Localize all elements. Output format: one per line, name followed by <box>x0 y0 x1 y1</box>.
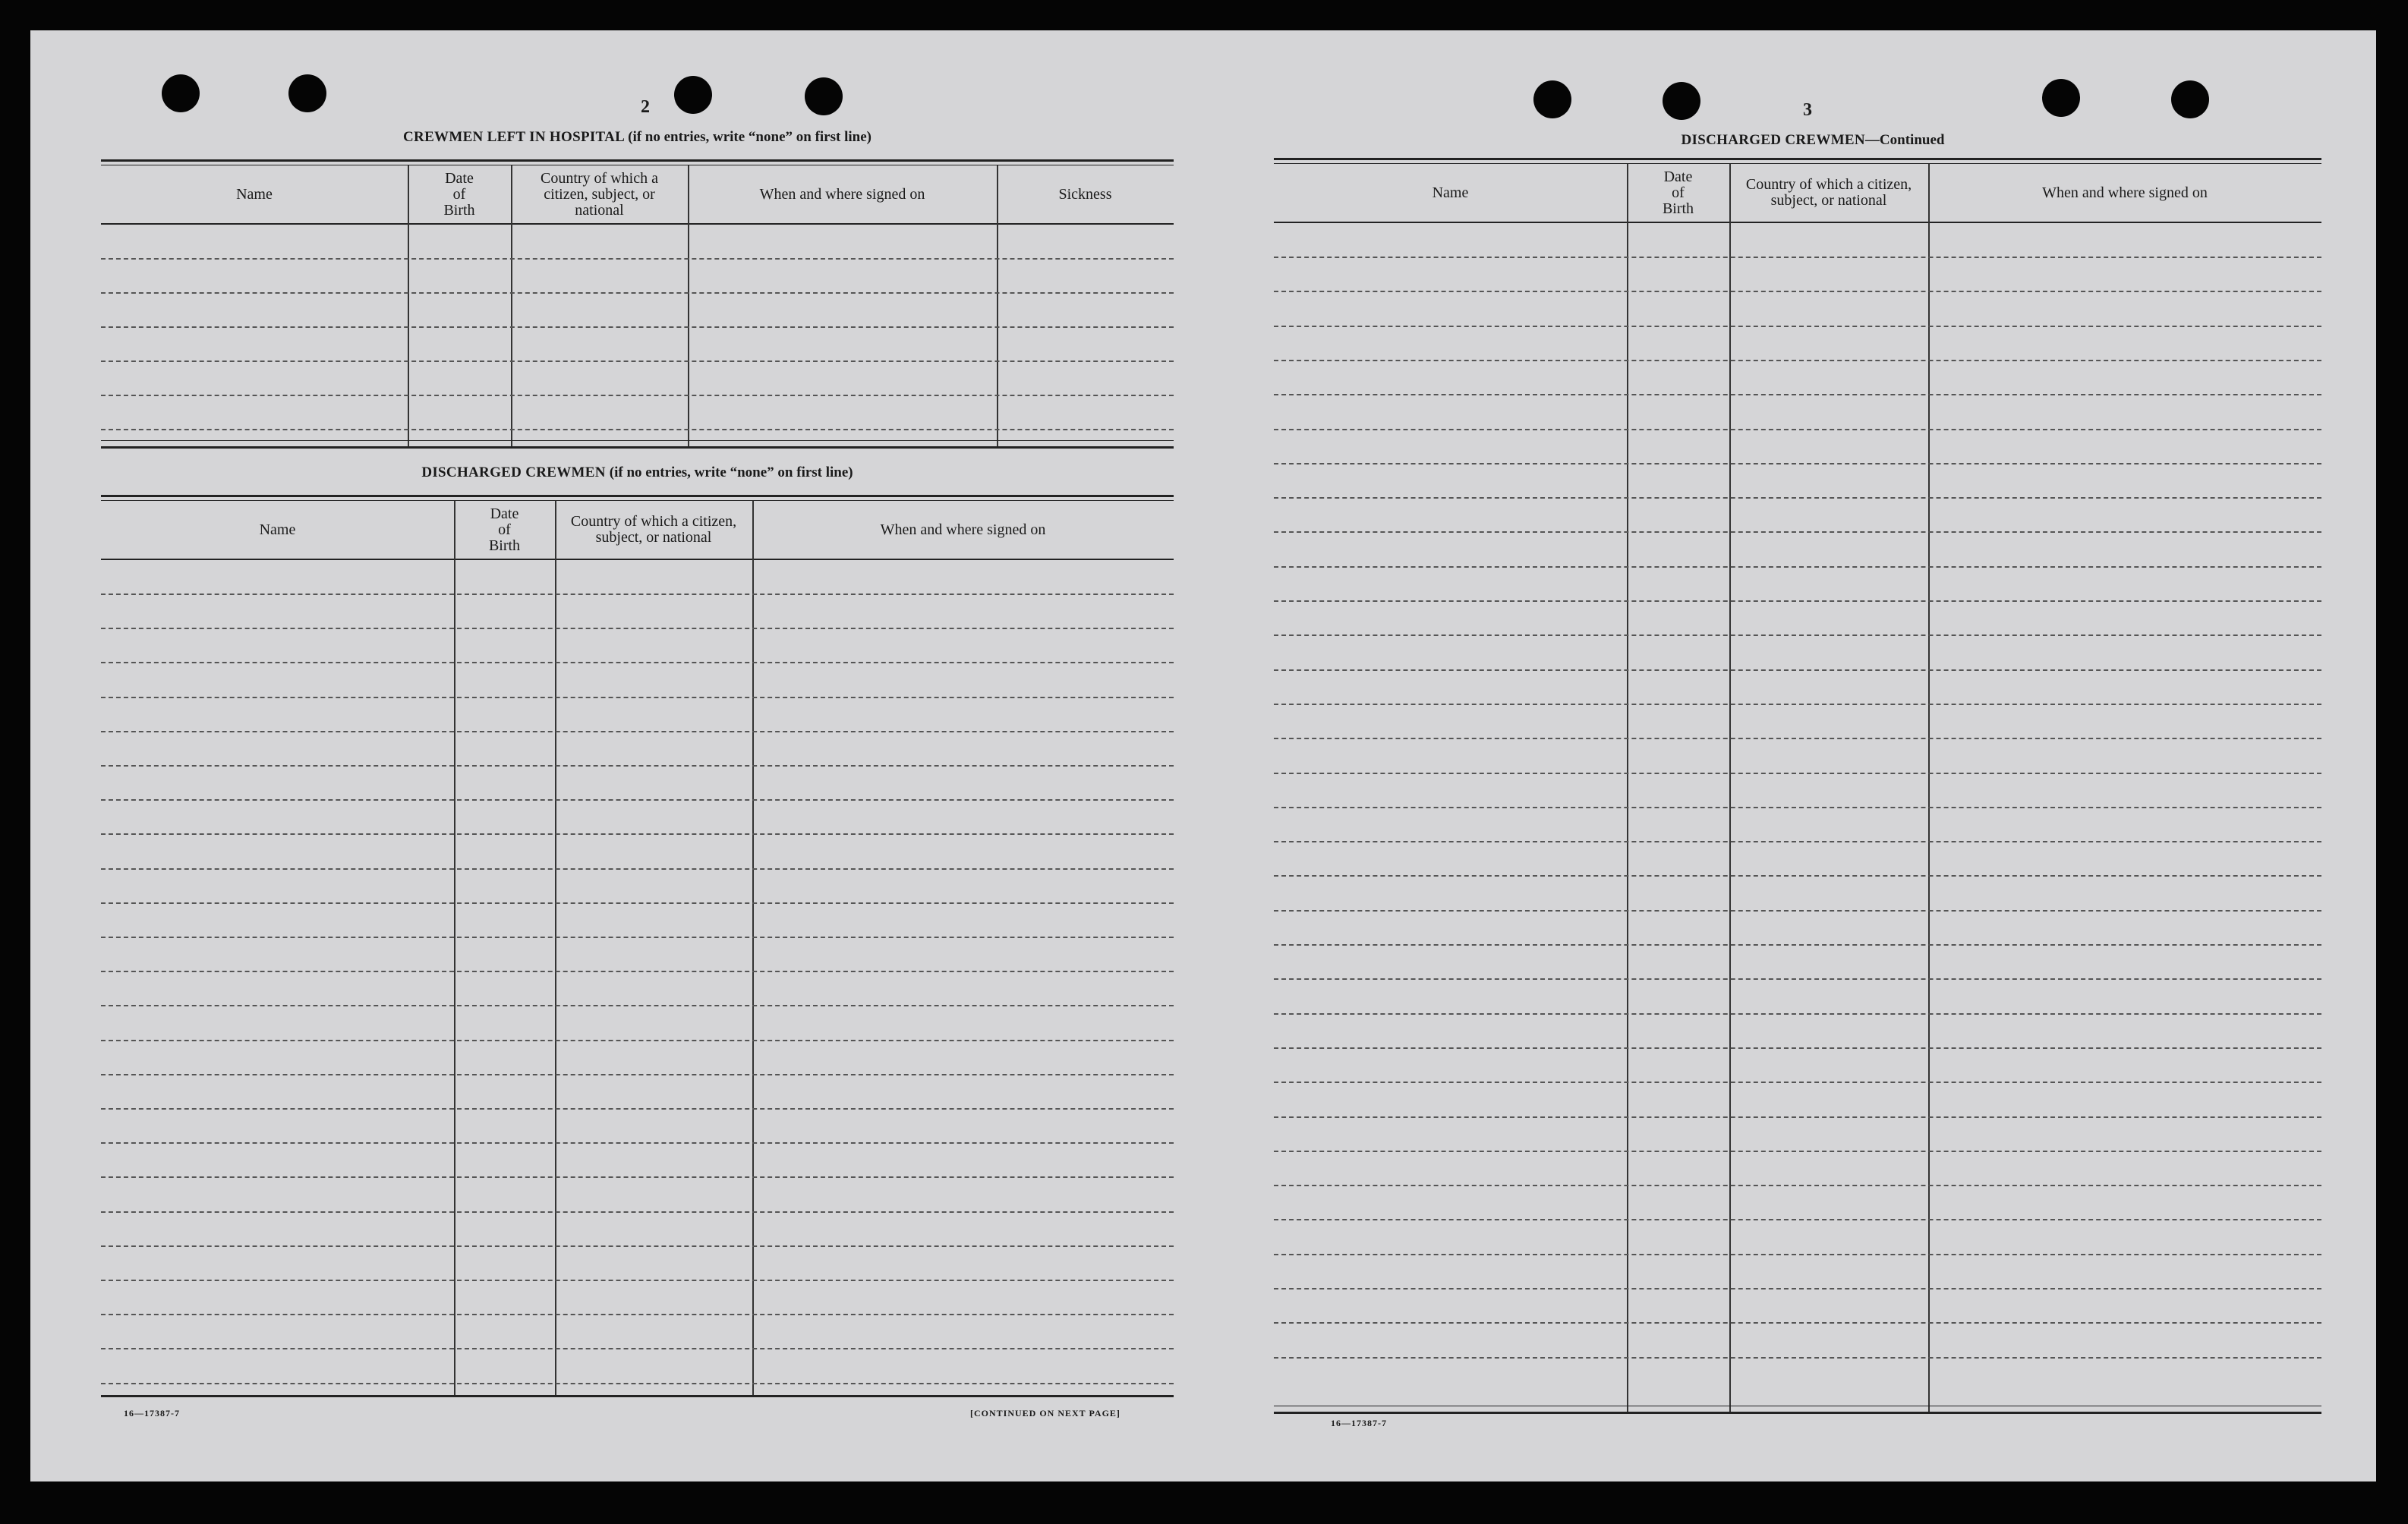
form-row <box>1274 910 2321 912</box>
form-row <box>1274 978 2321 980</box>
punch-hole <box>2171 80 2209 118</box>
document-sheet <box>30 30 2376 1481</box>
column-header-country: Country of which a citizen, subject, or national <box>1745 176 1912 209</box>
form-row <box>101 1280 1174 1281</box>
form-row <box>101 697 1174 698</box>
form-row <box>101 1176 1174 1178</box>
form-row <box>1274 738 2321 739</box>
form-row <box>1274 326 2321 327</box>
column-header-sickness: Sickness <box>1058 185 1112 203</box>
column-header-date-of-birth: Date of Birth <box>1662 168 1694 217</box>
section-title-note: —Continued <box>1864 132 1945 148</box>
section-title-text: DISCHARGED CREWMEN <box>421 464 606 480</box>
form-row <box>101 429 1174 430</box>
form-row <box>1274 1013 2321 1015</box>
form-row <box>1274 841 2321 842</box>
form-row <box>1274 1116 2321 1118</box>
form-row <box>1274 807 2321 808</box>
hospital-table <box>101 159 1174 478</box>
discharged-table <box>1274 158 2321 1448</box>
form-row <box>1274 429 2321 430</box>
form-row <box>101 292 1174 294</box>
form-row <box>101 937 1174 938</box>
form-row <box>101 1040 1174 1041</box>
form-row <box>1274 463 2321 464</box>
form-row <box>101 594 1174 595</box>
column-header-name: Name <box>236 185 273 203</box>
column-header-country: Country of which a citizen, subject, or national <box>570 513 737 546</box>
discharged-section-title <box>101 464 1174 481</box>
form-row <box>101 1074 1174 1075</box>
form-row <box>101 662 1174 663</box>
punch-hole <box>1663 82 1700 120</box>
column-header-signed-on: When and where signed on <box>2042 184 2208 201</box>
form-row <box>1274 394 2321 395</box>
form-row <box>1274 944 2321 946</box>
form-row <box>101 361 1174 362</box>
column-header-signed-on: When and where signed on <box>880 521 1046 538</box>
form-row <box>101 1108 1174 1110</box>
form-row <box>101 731 1174 732</box>
form-row <box>1274 497 2321 499</box>
column-header-date-of-birth: Date of Birth <box>443 169 475 219</box>
punch-hole <box>674 76 712 114</box>
form-row <box>1274 257 2321 258</box>
discharged-table <box>101 495 1174 1444</box>
form-row <box>101 868 1174 870</box>
form-row <box>101 395 1174 396</box>
form-row <box>1274 1047 2321 1049</box>
form-row <box>1274 600 2321 602</box>
column-header-name: Name <box>259 521 296 538</box>
form-row <box>1274 1219 2321 1220</box>
form-row <box>1274 634 2321 636</box>
form-row <box>1274 1288 2321 1289</box>
form-row <box>101 1211 1174 1213</box>
column-header-date-of-birth: Date of Birth <box>488 505 521 554</box>
form-row <box>101 833 1174 835</box>
form-row <box>1274 360 2321 361</box>
punch-hole <box>805 77 843 115</box>
form-row <box>101 1245 1174 1247</box>
form-row <box>101 799 1174 801</box>
column-header-name: Name <box>1432 184 1469 201</box>
column-header-country: Country of which a citizen, subject, or national <box>541 169 658 219</box>
form-row <box>1274 1322 2321 1324</box>
hospital-section-title <box>101 129 1174 146</box>
form-row <box>101 971 1174 972</box>
form-row <box>1274 669 2321 671</box>
section-title-note: (if no entries, write “none” on first line) <box>609 464 853 480</box>
form-row <box>1274 566 2321 568</box>
form-row <box>1274 704 2321 705</box>
punch-hole <box>288 74 326 112</box>
section-title-text: DISCHARGED CREWMEN <box>1681 132 1865 148</box>
page-number: 3 <box>1803 100 1812 120</box>
form-row <box>101 1005 1174 1006</box>
form-row <box>1274 1082 2321 1083</box>
form-row <box>101 765 1174 767</box>
form-row <box>101 628 1174 629</box>
form-row <box>1274 1357 2321 1359</box>
form-row <box>101 902 1174 904</box>
form-row <box>1274 531 2321 533</box>
form-row <box>101 258 1174 260</box>
form-row <box>101 1383 1174 1384</box>
form-row <box>1274 1254 2321 1255</box>
form-row <box>1274 291 2321 292</box>
form-row <box>101 1314 1174 1315</box>
punch-hole <box>1533 80 1571 118</box>
form-row <box>1274 875 2321 877</box>
discharged-section-title <box>1274 132 2352 149</box>
column-header-signed-on: When and where signed on <box>759 185 925 203</box>
form-row <box>1274 1185 2321 1186</box>
punch-hole <box>2042 79 2080 117</box>
punch-hole <box>162 74 200 112</box>
form-number: 16—17387-7 <box>124 1408 180 1419</box>
page-number: 2 <box>641 97 650 117</box>
form-row <box>101 1142 1174 1144</box>
form-row <box>1274 1151 2321 1152</box>
section-title-text: CREWMEN LEFT IN HOSPITAL <box>403 129 625 145</box>
form-row <box>101 1348 1174 1349</box>
form-number: 16—17387-7 <box>1331 1418 1387 1428</box>
form-row <box>101 326 1174 328</box>
form-row <box>1274 773 2321 774</box>
section-title-note: (if no entries, write “none” on first line) <box>628 129 871 145</box>
continued-note: [CONTINUED ON NEXT PAGE] <box>970 1408 1120 1419</box>
